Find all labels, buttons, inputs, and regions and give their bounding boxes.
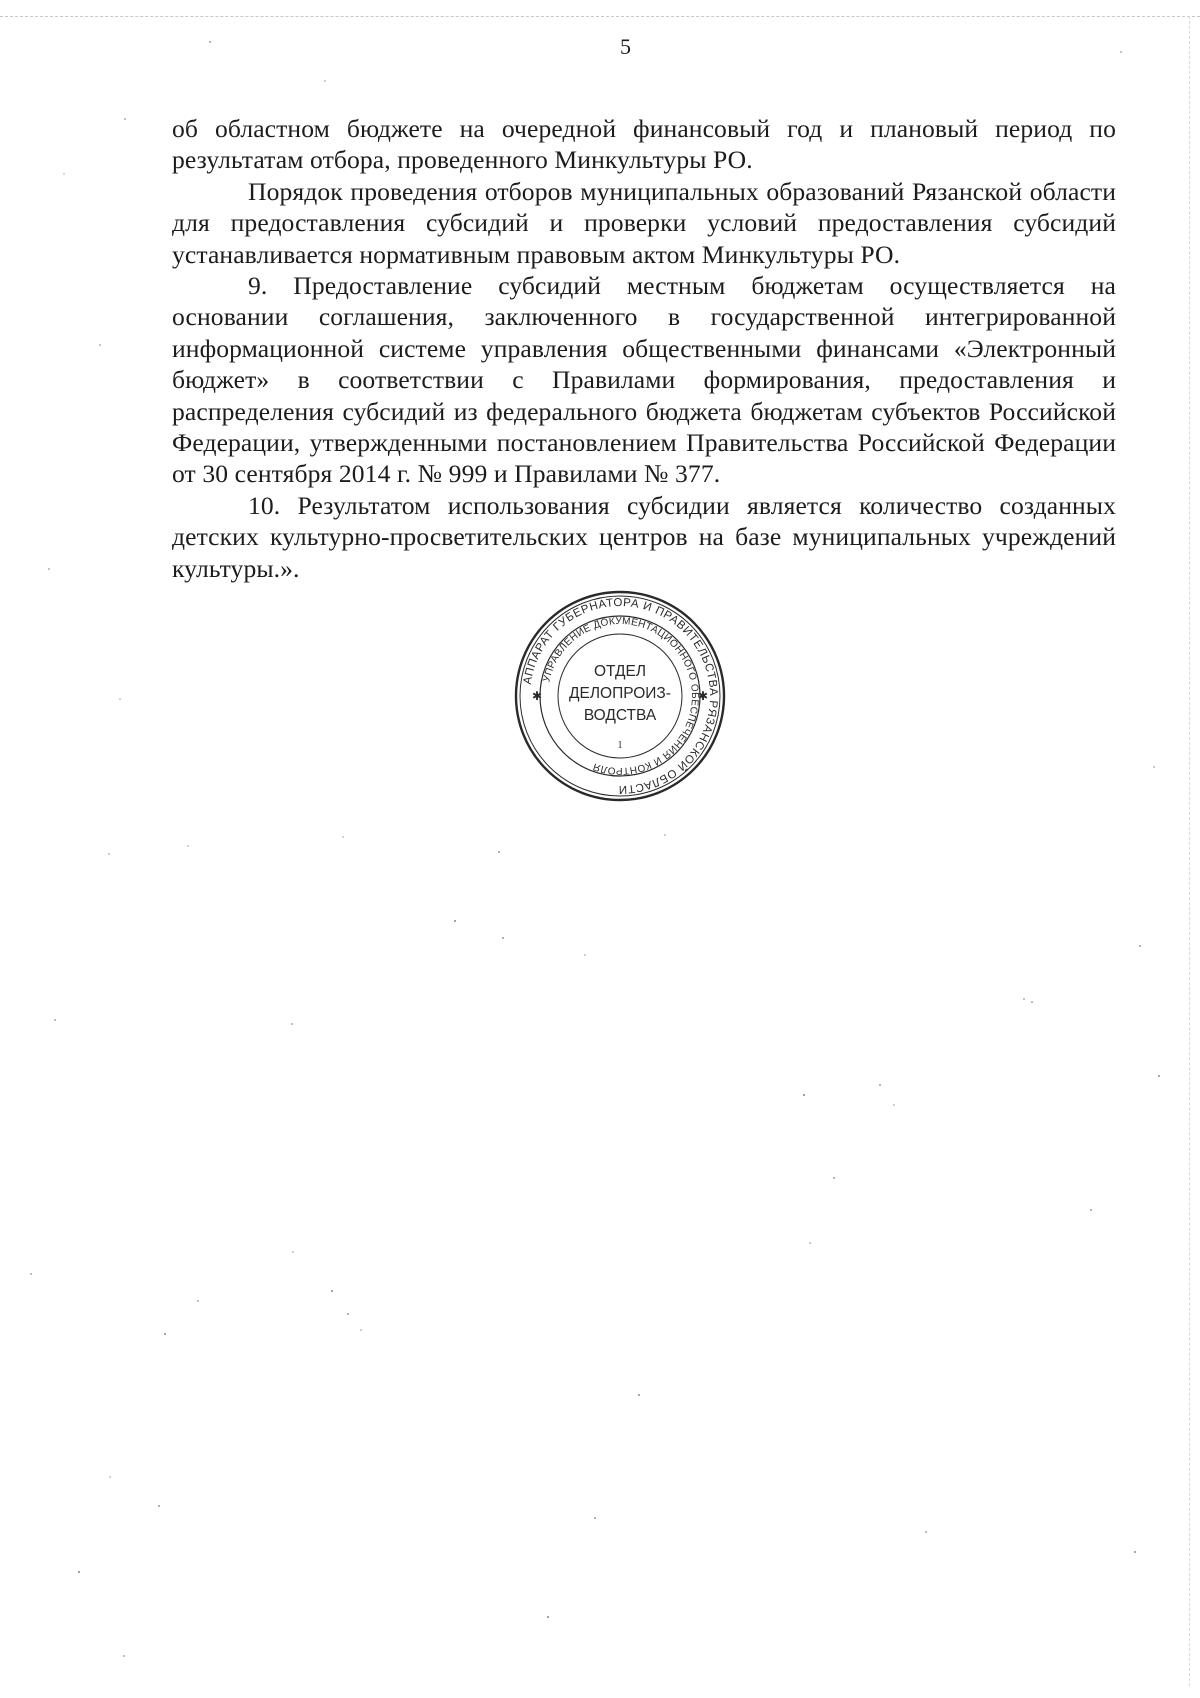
scan-speck bbox=[893, 1104, 895, 1106]
scan-speck bbox=[123, 1655, 125, 1657]
seal-star-right: ✱ bbox=[698, 689, 709, 703]
scan-speck bbox=[664, 834, 666, 836]
scan-speck bbox=[1031, 1001, 1033, 1003]
scan-speck bbox=[1134, 1551, 1136, 1553]
scan-speck bbox=[124, 118, 126, 120]
scan-speck bbox=[925, 1531, 927, 1533]
scan-speck bbox=[197, 1300, 199, 1302]
seal-inner-ring-text: УПРАВЛЕНИЕ ДОКУМЕНТАЦИОННОГО ОБЕСПЕЧЕНИЯ И КОНТРОЛЯ bbox=[541, 615, 701, 777]
document-body bbox=[172, 113, 1116, 584]
scan-speck bbox=[879, 1084, 881, 1086]
scan-speck bbox=[324, 80, 326, 82]
scan-speck bbox=[454, 920, 456, 922]
scan-speck bbox=[342, 836, 344, 838]
scan-speck bbox=[119, 698, 121, 700]
scan-speck bbox=[108, 853, 110, 855]
scan-speck bbox=[1139, 945, 1141, 947]
scan-speck bbox=[158, 1505, 160, 1507]
scan-speck bbox=[502, 937, 504, 939]
scan-speck bbox=[48, 568, 50, 570]
seal-number: 1 bbox=[617, 740, 623, 751]
scan-speck bbox=[833, 1177, 835, 1179]
seal-center-line-1: ОТДЕЛ bbox=[593, 663, 647, 680]
scan-speck bbox=[1120, 51, 1122, 53]
scan-speck bbox=[109, 1476, 111, 1478]
scan-speck bbox=[164, 1333, 166, 1335]
scan-speck bbox=[30, 1273, 32, 1275]
scan-speck bbox=[809, 1242, 811, 1244]
scan-speck bbox=[54, 1019, 56, 1021]
scan-speck bbox=[584, 954, 586, 956]
scan-edge-right bbox=[1189, 16, 1190, 1686]
seal-star-left: ✱ bbox=[532, 689, 543, 703]
scan-speck bbox=[209, 41, 211, 43]
scan-edge-top bbox=[0, 16, 1200, 17]
scan-speck bbox=[331, 1290, 333, 1292]
paragraph-clause-9: 9. Предоставление субсидий местным бюджетам осуществляется на основании соглашения, заключенного в государственной интегрированной информационной системе управления общественными финансами «Электронный бюджет» в соответствии с Правилами формирования, предоставления и распределения субсидий из федерального бюджета бюджетам субъектов Российской Федерации, утвержденными постановлением Правительства Российской Федерации от 30 сентября 2014 г. № 999 и Правилами № 377. bbox=[172, 271, 1116, 489]
scan-speck bbox=[1158, 1075, 1160, 1077]
scan-speck bbox=[63, 173, 65, 175]
scan-speck bbox=[360, 1329, 362, 1331]
scan-speck bbox=[547, 1616, 549, 1618]
scan-speck bbox=[498, 851, 500, 853]
seal-outer-ring-text: АППАРАТ ГУБЕРНАТОРА И ПРАВИТЕЛЬСТВА РЯЗАНСКОЙ ОБЛАСТИ bbox=[521, 596, 720, 796]
scan-speck bbox=[99, 344, 101, 346]
scan-speck bbox=[187, 845, 189, 847]
seal-center-line-3: ВОДСТВА bbox=[583, 707, 657, 724]
scan-speck bbox=[1153, 766, 1155, 768]
page-number: 5 bbox=[620, 34, 631, 59]
seal-center-line-2: ДЕЛОПРОИЗ- bbox=[569, 685, 671, 702]
scan-speck bbox=[1023, 998, 1025, 1000]
official-seal-stamp bbox=[510, 586, 730, 806]
paragraph-continuation: об областном бюджете на очередной финансовый год и плановый период по результатам отбора, проведенного Минкультуры РО. bbox=[172, 114, 1116, 175]
scan-speck bbox=[78, 1571, 80, 1573]
scan-speck bbox=[594, 1517, 596, 1519]
paragraph-selection-procedure: Порядок проведения отборов муниципальных образований Рязанской области для предоставления субсидий и проверки условий предоставления субсидий устанавливается нормативным правовым актом Минкультуры РО. bbox=[172, 176, 1116, 269]
scan-speck bbox=[292, 1251, 294, 1253]
scan-speck bbox=[638, 1394, 640, 1396]
scan-speck bbox=[347, 1313, 349, 1315]
scan-speck bbox=[1090, 1209, 1092, 1211]
scan-speck bbox=[291, 1023, 293, 1025]
scan-speck bbox=[803, 1094, 805, 1096]
paragraph-clause-10: 10. Результатом использования субсидии является количество созданных детских культурно-просветительских центров на базе муниципальных учреждений культуры.». bbox=[172, 490, 1116, 583]
